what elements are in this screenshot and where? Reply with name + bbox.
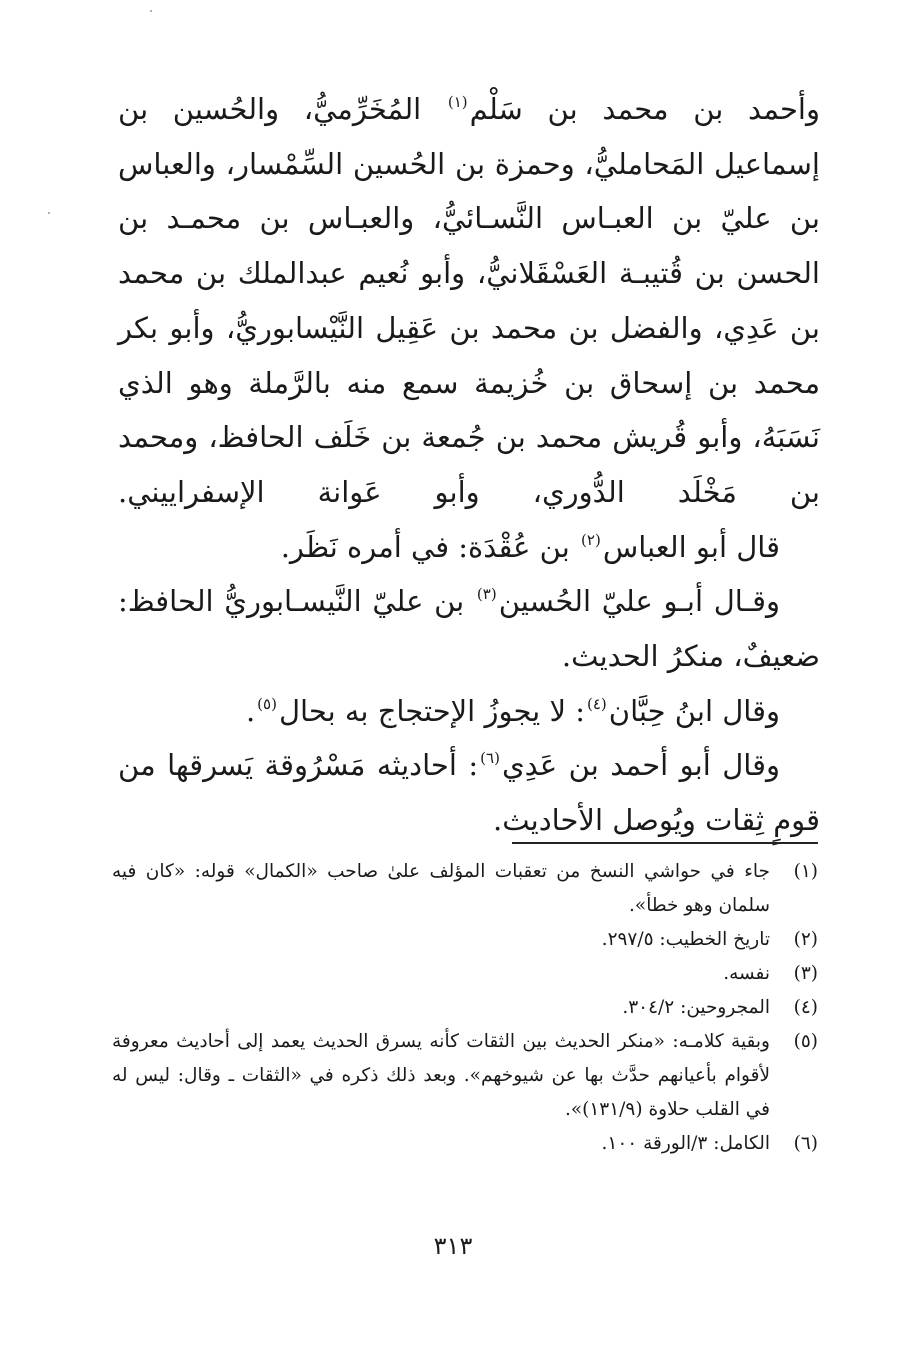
paragraph-5-text-b: : أحاديثه مَسْرُوقة يَسرقها من قومٍ ثِقات ويُوصل الأحاديث. bbox=[118, 748, 820, 838]
paragraph-4-text-c: . bbox=[245, 693, 256, 728]
paragraph-2-text-a: قال أبو العباس bbox=[602, 529, 780, 564]
main-text bbox=[118, 82, 820, 848]
page-number: ٣١٣ bbox=[433, 1232, 473, 1260]
footnote-5 bbox=[112, 1025, 818, 1127]
footnote-6 bbox=[112, 1127, 818, 1161]
paragraph-1-text-a: وأحمد بن محمد بن سَلْم bbox=[469, 92, 820, 126]
paragraph-2-text-b: بن عُقْدَة: في أمره نَظَر. bbox=[280, 529, 580, 564]
footnote-ref-4[interactable]: (٤) bbox=[586, 694, 607, 713]
footnote-number: (٤) bbox=[793, 997, 818, 1018]
footnote-number: (٦) bbox=[793, 1133, 818, 1154]
footnote-text: المجروحين: ٣٠٤/٢. bbox=[622, 997, 770, 1018]
footnote-ref-5[interactable]: (٥) bbox=[257, 694, 277, 713]
footnote-4 bbox=[112, 991, 818, 1025]
footnotes bbox=[112, 855, 818, 1161]
paragraph-1-text-b: المُخَرِّميُّ، والحُسين بن إسماعيل المَحامليُّ، وحمزة بن الحُسين السِّمْسار، والعباس بن عليّ بن العبـاس النَّسـائيُّ، والعبـاس بن محمـد بن الحسن بن قُتيبـة العَسْقَلانيُّ، وأبو نُعيم عبدالملك بن محمد بن عَدِي، والفضل بن محمد بن عَقِيل النَّيْسابوريُّ، وأبو بكر محمد بن إسحاق بن خُزيمة سمع منه بالرَّملة وهو الذي نَسَبَهُ، وأبو قُريش محمد بن جُمعة بن خَلَف الحافظ، ومحمد بن مَخْلَد الدُّوري، وأبو عَوانة الإسفراييني. bbox=[118, 92, 820, 509]
scan-speck bbox=[150, 10, 152, 12]
paragraph-4 bbox=[118, 684, 820, 739]
footnote-separator bbox=[512, 842, 818, 844]
footnote-ref-3[interactable]: (٣) bbox=[476, 585, 497, 604]
footnote-text: الكامل: ٣/الورقة ١٠٠. bbox=[601, 1133, 770, 1154]
footnote-3 bbox=[112, 957, 818, 991]
footnote-ref-2[interactable]: (٢) bbox=[581, 530, 601, 549]
paragraph-3-text-b: بن عليّ النَّيسـابوريُّ الحافظ: ضعيفٌ، منكرُ الحديث. bbox=[118, 584, 820, 674]
footnote-2 bbox=[112, 923, 818, 957]
paragraph-4-text-a: وقال ابنُ حِبَّان bbox=[608, 693, 780, 728]
footnote-number: (٢) bbox=[793, 929, 818, 950]
footnote-text: جاء في حواشي النسخ من تعقبات المؤلف علىٰ صاحب «الكمال» قوله: «كان فيه سلمان وهو خطأ». bbox=[112, 861, 770, 916]
scan-speck bbox=[48, 212, 50, 214]
paragraph-2 bbox=[118, 520, 820, 575]
paragraph-1 bbox=[118, 82, 820, 520]
paragraph-3-text-a: وقـال أبـو عليّ الحُسين bbox=[498, 584, 781, 619]
footnote-number: (٥) bbox=[793, 1031, 818, 1052]
footnote-ref-1[interactable]: (١) bbox=[447, 93, 468, 111]
paragraph-3 bbox=[118, 574, 820, 683]
footnote-text: نفسه. bbox=[723, 963, 770, 984]
footnote-text: وبقية كلامـه: «منكر الحديث بين الثقات كأنه يسرق الحديث يعمد إلى أحاديث معروفة لأقوام بأعيانهم حدَّث بها عن شيوخهم». وبعد ذلك ذكره في «الثقات ـ وقال: ليس له في القلب حلاوة (١٣١/٩)». bbox=[112, 1031, 770, 1120]
footnote-ref-6[interactable]: (٦) bbox=[480, 749, 500, 768]
paragraph-5-text-a: وقال أبو أحمد بن عَدِي bbox=[501, 748, 780, 783]
footnote-1 bbox=[112, 855, 818, 923]
footnote-number: (٣) bbox=[793, 963, 818, 984]
paragraph-4-text-b: : لا يجوزُ الإحتجاج به بحال bbox=[278, 693, 585, 728]
footnote-text: تاريخ الخطيب: ٢٩٧/٥. bbox=[601, 929, 770, 950]
paragraph-5 bbox=[118, 738, 820, 847]
footnote-number: (١) bbox=[793, 861, 818, 882]
